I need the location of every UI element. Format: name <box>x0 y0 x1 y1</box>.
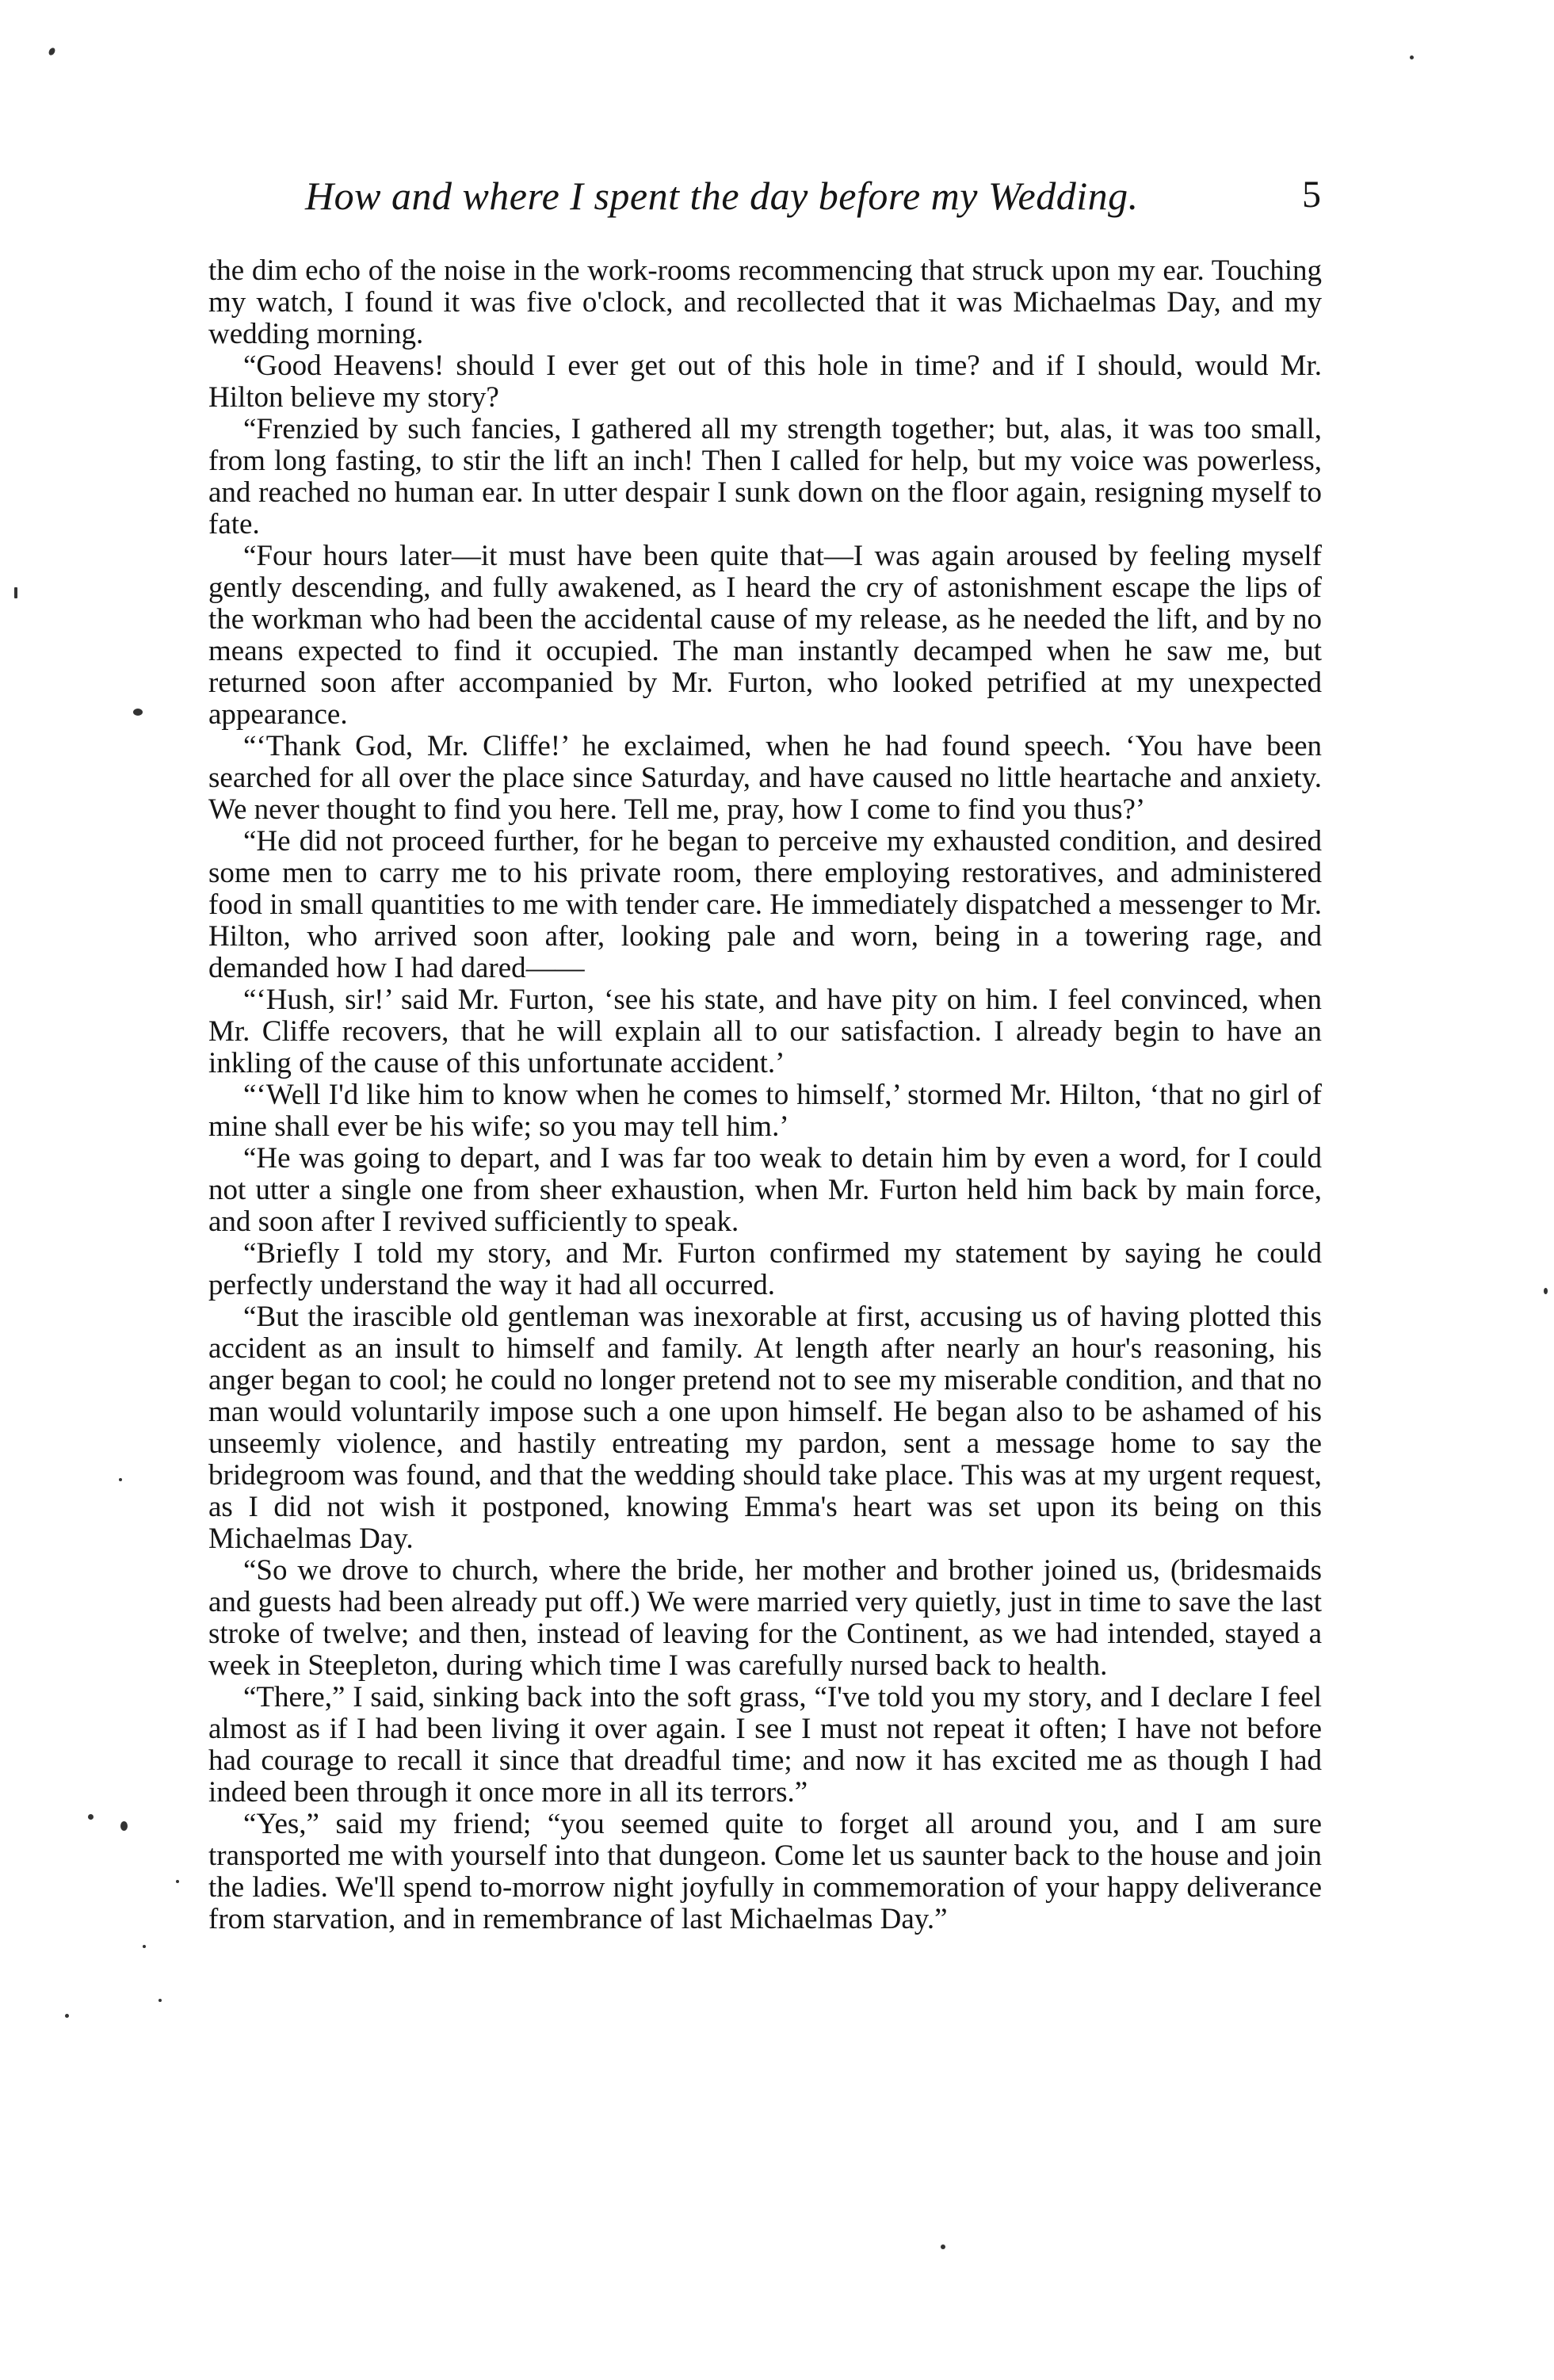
paragraph: “‘Hush, sir!’ said Mr. Furton, ‘see his state, and have pity on him. I feel convinced, when Mr. Cliffe recovers, that he will explain all to our satisfaction. I already begin to have an inkling of the cause of this unfortunate accident.’ <box>208 984 1322 1079</box>
ink-speck <box>176 1880 179 1883</box>
ink-speck <box>119 1478 122 1481</box>
paragraph: “‘Thank God, Mr. Cliffe!’ he exclaimed, when he had found speech. ‘You have been searched for all over the place since Saturday, and have caused no little heartache and anxiety. We never thought to find you here. Tell me, pray, how I come to find you thus?’ <box>208 730 1322 826</box>
running-head <box>305 173 1321 228</box>
paragraph: “He did not proceed further, for he began to perceive my exhausted condition, and desired some men to carry me to his private room, there employing restoratives, and administered food in small quantities to me with tender care. He immediately dispatched a messenger to Mr. Hilton, who arrived soon after, looking pale and worn, being in a towering rage, and demanded how I had dared—— <box>208 825 1322 984</box>
body-text <box>208 255 1322 1935</box>
ink-speck <box>941 2244 945 2249</box>
running-title: How and where I spent the day before my Wedding. <box>305 174 1139 218</box>
ink-speck <box>88 1814 94 1820</box>
ink-speck <box>120 1821 128 1831</box>
page-number: 5 <box>1302 174 1321 216</box>
paragraph: “Good Heavens! should I ever get out of this hole in time? and if I should, would Mr. Hilton believe my story? <box>208 350 1322 414</box>
paragraph: “He was going to depart, and I was far too weak to detain him by even a word, for I could not utter a single one from sheer exhaustion, when Mr. Furton held him back by main force, and soon after I revived sufficiently to speak. <box>208 1142 1322 1238</box>
margin-mark <box>133 709 143 716</box>
ink-speck <box>48 47 56 56</box>
ink-speck <box>143 1945 146 1948</box>
paragraph: “‘Well I'd like him to know when he comes to himself,’ stormed Mr. Hilton, ‘that no girl of mine shall ever be his wife; so you may tell him.’ <box>208 1079 1322 1143</box>
paragraph: “Four hours later—it must have been quite that—I was again aroused by feeling myself gently descending, and fully awakened, as I heard the cry of astonishment escape the lips of the workman who had been the accidental cause of my release, as he needed the lift, and by no means expected to find it occupied. The man instantly decamped when he saw me, but returned soon after accompanied by Mr. Furton, who looked petrified at my unexpected appearance. <box>208 540 1322 731</box>
paragraph: the dim echo of the noise in the work-rooms recommencing that struck upon my ear. Touching my watch, I found it was five o'clock, and recollected that it was Michaelmas Day, and my wedding morning. <box>208 254 1322 350</box>
ink-speck <box>1410 55 1414 59</box>
paragraph: “So we drove to church, where the bride, her mother and brother joined us, (bridesmaids and guests had been already put off.) We were married very quietly, just in time to save the last stroke of twelve; and then, instead of leaving for the Continent, as we had intended, stayed a week in Steepleton, during which time I was carefully nursed back to health. <box>208 1554 1322 1682</box>
paragraph: “But the irascible old gentleman was inexorable at first, accusing us of having plotted this accident as an insult to himself and family. At length after nearly an hour's reasoning, his anger began to cool; he could no longer pretend not to see my miserable condition, and that no man would voluntarily impose such a one upon himself. He began also to be ashamed of his unseemly violence, and hastily entreating my pardon, sent a message home to say the bridegroom was found, and that the wedding should take place. This was at my urgent request, as I did not wish it postponed, knowing Emma's heart was set upon its being on this Michaelmas Day. <box>208 1301 1322 1555</box>
paragraph: “Frenzied by such fancies, I gathered all my strength together; but, alas, it was too small, from long fasting, to stir the lift an inch! Then I called for help, but my voice was powerless, and reached no human ear. In utter despair I sunk down on the floor again, resigning myself to fate. <box>208 413 1322 541</box>
paragraph: “Briefly I told my story, and Mr. Furton confirmed my statement by saying he could perfectly understand the way it had all occurred. <box>208 1237 1322 1301</box>
paragraph: “Yes,” said my friend; “you seemed quite to forget all around you, and I am sure transported me with yourself into that dungeon. Come let us saunter back to the house and join the ladies. We'll spend to-morrow night joyfully in commemoration of your happy deliverance from starvation, and in remembrance of last Michaelmas Day.” <box>208 1808 1322 1935</box>
ink-speck <box>65 2014 69 2018</box>
paragraph: “There,” I said, sinking back into the soft grass, “I've told you my story, and I declare I feel almost as if I had been living it over again. I see I must not repeat it often; I have not before had courage to recall it since that dreadful time; and now it has excited me as though I had indeed been through it once more in all its terrors.” <box>208 1681 1322 1809</box>
margin-mark <box>14 587 17 598</box>
ink-speck <box>1544 1288 1548 1294</box>
ink-speck <box>158 1999 162 2002</box>
